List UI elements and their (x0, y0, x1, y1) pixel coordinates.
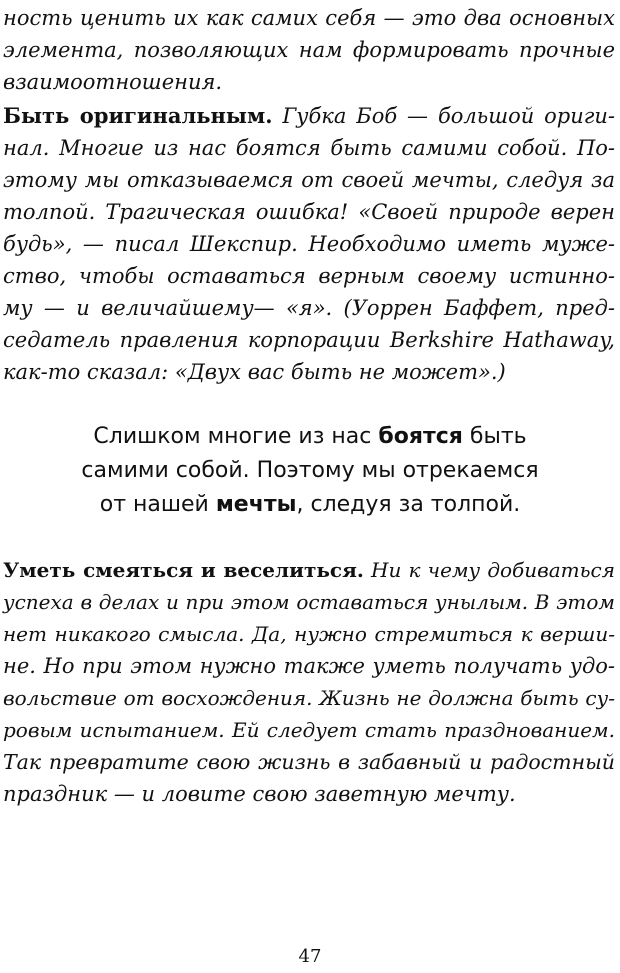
page-number: 47 (298, 946, 322, 967)
text-line (0, 100, 615, 132)
quote-text: от нашей (99, 492, 216, 517)
text-line: му — и величайшему— «я». (Уоррен Баффет, пред- (3, 296, 615, 320)
quote-text: быть (462, 424, 527, 449)
text-line: нал. Многие из нас боятся быть самими собой. По- (3, 136, 615, 160)
text-line: взаимоотношения. (3, 70, 223, 94)
text-line: Так превратите свою жизнь в забавный и радостный (3, 750, 615, 774)
text-line: вольствие от восхождения. Жизнь не должна быть су- (3, 686, 615, 710)
text-line: толпой. Трагическая ошибка! «Своей природе верен (3, 200, 615, 224)
text-line: нет никакого смысла. Да, нужно стремиться к верши- (3, 622, 615, 646)
quote-emphasis: мечты (215, 492, 297, 517)
pull-quote (0, 420, 620, 522)
text-line: ность ценить их как самих себя — это два основных (3, 6, 615, 30)
lead-line-rest: Ни к чему добиваться (363, 558, 615, 582)
quote-line (0, 420, 620, 454)
lead-line-rest: Губка Боб — большой ориги- (272, 104, 615, 128)
text-line: этому мы отказываемся от своей мечты, следуя за (3, 168, 615, 192)
text-line (0, 554, 615, 586)
quote-line: самими собой. Поэтому мы отрекаемся (81, 458, 539, 483)
laugh-paragraph (0, 554, 620, 810)
quote-line (0, 488, 620, 522)
text-line: будь», — писал Шекспир. Необходимо иметь муже- (3, 232, 615, 256)
text-line: праздник — и ловите свою заветную мечту. (3, 782, 516, 806)
text-line: как-то сказал: «Двух вас быть не может».) (3, 360, 506, 384)
quote-emphasis: боятся (378, 424, 463, 449)
paragraph-lead: Уметь смеяться и веселиться. (3, 558, 364, 582)
paragraph-lead: Быть оригинальным. (3, 103, 273, 128)
quote-text: Слишком многие из нас (93, 424, 379, 449)
text-line: ровым испытанием. Ей следует стать празднованием. (3, 718, 615, 742)
text-line: ство, чтобы оставаться верным своему истинно- (3, 264, 615, 288)
text-line: не. Но при этом нужно также уметь получать удо- (3, 654, 615, 678)
text-line: успеха в делах и при этом оставаться унылым. В этом (3, 590, 615, 614)
quote-text: , следуя за толпой. (296, 492, 521, 517)
text-line: элемента, позволяющих нам формировать прочные (3, 38, 615, 62)
top-paragraph (0, 2, 620, 98)
original-paragraph (0, 100, 620, 388)
text-line: седатель правления корпорации Berkshire Hathaway, (3, 328, 615, 352)
